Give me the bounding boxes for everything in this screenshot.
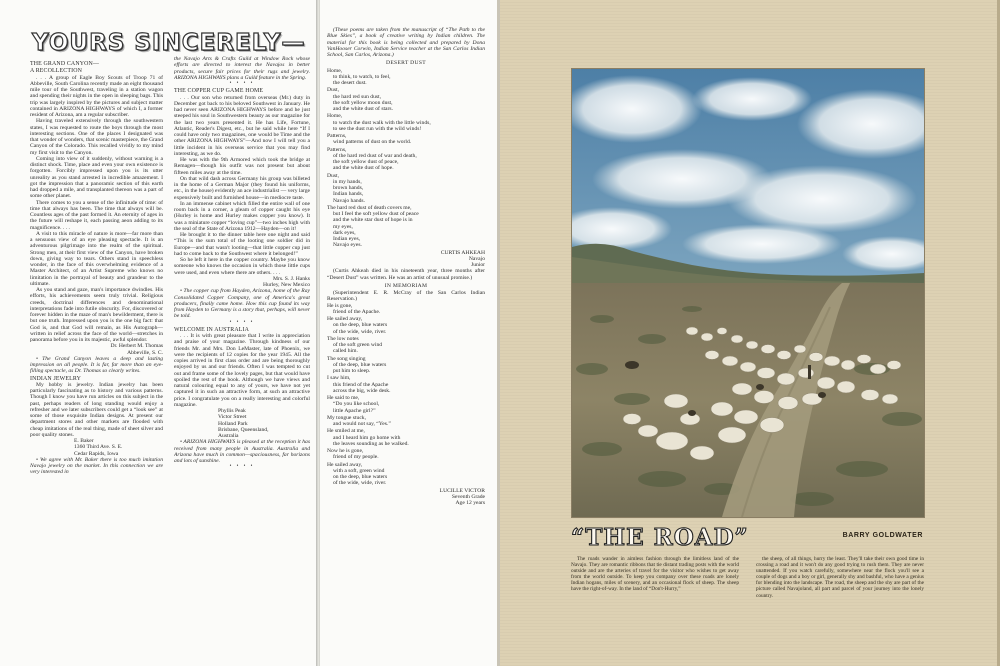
letter-signature-country: Australia <box>218 433 239 439</box>
feature-byline: BARRY GOLDWATER <box>842 532 923 539</box>
letter-heading: WELCOME IN AUSTRALIA <box>174 326 249 333</box>
poem-line: my eyes, <box>333 223 353 230</box>
poem-desert-dust <box>327 68 485 249</box>
letter-signature-address: 1360 Third Ave. S. E. <box>74 444 123 451</box>
poem-line: Indian hands, <box>333 191 364 198</box>
letter-heading: THE COPPER CUP GAME HOME <box>174 88 264 95</box>
poem-line: the soft yellow dust of peace, <box>333 159 399 165</box>
poem-line: wind patterns of dust on the world. <box>333 139 412 146</box>
poem-line: of the hard red dust of war and death, <box>333 152 417 159</box>
poem-dedication: (Superintendent E. R. McCray of the San Carlos Indian Reservation.) <box>327 290 485 303</box>
letter-heading: THE GRAND CANYON— <box>30 61 99 67</box>
poem-line: and I heard him go home with <box>333 434 401 441</box>
poem-line: the desert dust. <box>333 80 367 86</box>
poem-line: friend of the Apache. <box>333 308 381 315</box>
editor-note: • We agree with Mr. Baker there is too much imitation Navajo jewelry on the market. In this connection we are very interested in <box>30 456 163 476</box>
feature-page <box>500 0 1000 666</box>
poem-line: to watch the dust walk with the little winds, <box>333 119 431 126</box>
poem-stanza <box>327 375 485 394</box>
section-divider: • • • • <box>229 319 255 325</box>
poem-line: on the deep, blue waters <box>333 322 388 329</box>
poem-line: on the deep, blue waters <box>333 474 388 480</box>
poem-line: with a soft, green wind <box>333 467 385 474</box>
letter-signature: Dr. Herbert M. Thomas <box>110 343 163 350</box>
poem-line: to think, to watch, to feel, <box>333 73 391 80</box>
letter-heading: INDIAN JEWELRY <box>30 375 82 382</box>
letter-paragraph: As you stand and gaze, man's importance dwindles. His efforts, his achievements seem truly trivial. Religious creeds, doctrinal differences and denominational interpretations fade into futile obscurity. For, discovered or forever hidden in the maze of man's bewilderment, there is but one truth. Impressed upon you is the one big fact: that God is, and that God will remain, as His Autograph—written in relief across the face of the world—stretches in panorama before you in its majestic, awful splendor. <box>30 287 163 343</box>
poem-line: The hard red dust of death covers me, <box>327 204 412 211</box>
poems-intro: (These poems are taken from the manuscript of “The Path to the Blue Skies”, a book of creative writing by Indian children. The material for this book is being collected and prepared by Dona VanHooser Corwin, Indian Service teacher at the San Carlos Indian School, San Carlos, Arizona.) <box>327 27 485 58</box>
poem-line: My tongue stuck, <box>327 414 366 421</box>
poem-line: He is gone, <box>327 302 353 309</box>
poem-line: I saw him, <box>327 375 351 382</box>
letter-signature-location: Cedar Rapids, Iowa <box>74 450 119 457</box>
poem-stanza <box>327 415 485 428</box>
letter-paragraph: He brought it to the dinner table here one night and said “This is the sum total of the looting one soldier did in Europe—and that wasn't looting—that little copper cup just had to come back to the Southwest where it belonged!” <box>174 232 310 257</box>
poem-line: across the big, wide desk. <box>333 387 391 394</box>
poem-line: of the deep, blue waters <box>333 361 387 368</box>
poem-line: Home, <box>327 113 343 120</box>
letters-column-1 <box>30 60 163 664</box>
poem-stanza <box>327 303 485 316</box>
letter-signature: Mrs. S. J. Hanks <box>273 275 310 282</box>
poem-line: Home, <box>327 67 343 74</box>
poem-line: Indian eyes, <box>333 236 361 242</box>
poem-line: and the white dust of stars. <box>333 106 393 112</box>
letter-subheading: A RECOLLECTION <box>30 68 83 75</box>
poet-name: LUCILLE VICTOR <box>439 487 485 494</box>
poem-line: He smiled at me, <box>327 428 365 435</box>
poem-line: He sailed away, <box>327 461 363 468</box>
letter-paragraph: Coming into view of it suddenly, without warning is a distinct shock. Time, place and even your own existence is forgotten. Forcibly impressed upon you is its utter unreality as you stand arrested in incredible amazement. I got the impression that a panoramic section of this earth had dropped a mile, and transplanted thereon was a part of some other planet. <box>30 155 163 200</box>
editor-note: • The Grand Canyon leaves a deep and lasting impression on all people. It is far, far more than an eye-filling spectacle, as Dr. Thomas so clearly writes. <box>30 355 163 375</box>
letter-signature: E. Baker <box>74 438 94 444</box>
poem-line: the soft yellow moon dust, <box>333 99 393 106</box>
poem-line: “Do you like school, <box>333 401 380 408</box>
poem-line: and the white dust of hope. <box>333 165 394 172</box>
poem-line: Now he is gone, <box>327 448 364 454</box>
poem-line: dark eyes, <box>333 229 356 236</box>
poems-column <box>327 27 485 663</box>
poem-line: called him. <box>333 348 358 355</box>
poem-line: Dust, <box>327 87 339 94</box>
letter-paragraph: . . . It is with great pleasure that I write in appreciation and praise of your magazine. Through kindness of our friends Mr. and Mrs. Don LeMaster, late of Phoenix, we were the recipients of 12 copies for the year 1945. All the copies arrived in first class order and are being thoroughly enjoyed by us and our friends. Often I was tempted to cut out and frame some of the lovely pages, but that would have spoiled the rest of the book. Although we have views and natural colouring equal to any of yours, we have not yet captured it in such an attractive form, at such an attractive price. I congratulate you on a really interesting and colorful magazine. <box>174 333 310 408</box>
poem-line: in my hands, <box>333 178 362 185</box>
letter-signature-address: Victor Street <box>218 414 247 421</box>
letter-signature-location: Abbeville, S. C. <box>127 349 163 356</box>
poem-line: Dust, <box>327 172 339 179</box>
letter-paragraph: A visit to this miracle of nature is more—far more than a sensuous view of an eye pleasing spectacle. It is an adventurous pilgrimage into the realm of the spiritual. Strong men, at their first view of the Canyon, have broken down, giving way to tears. Others stand in speechless wonder, in the face of this overwhelming evidence of a Master Architect, of an Artist Supreme who knows no limitation in the portrayal of beauty and grandeur to the ultimate. <box>30 230 163 287</box>
poem-line: of the wide, wide, river. <box>333 480 387 487</box>
poem-line: The song singing <box>327 355 366 362</box>
feature-body-column-1: The roads wander in aimless fashion through the limitless land of the Navajo. They are romantic ribbons that tie distant trading posts with the world outside and are the arteries of travel for the visitor who wishes to get away from the world outside. To keep you company over these roads are lonely Indian hogans, miles of scenery, and an occasional flock of sheep. The sheep have the right-of-way. In the land of “Don't-Hurry,” <box>571 556 739 593</box>
letter-paragraph: There comes to you a sense of the infinitude of time: of time that always has been. The time that always will be. Countless ages of the past formed it. An eternity of ages in the future will reshape it, each passing aeon adding to its magnificence. . . . <box>30 199 163 231</box>
poet-age: Age 12 years <box>455 500 485 506</box>
poet-name: CURTIS AHKEAH <box>440 249 485 256</box>
poem-line: Patterns, <box>327 133 347 139</box>
poem-line: put him to sleep. <box>333 368 371 374</box>
poem-in-memoriam <box>327 303 485 487</box>
poem-line: of the wide, wide, river. <box>333 328 387 335</box>
poem-stanza <box>327 356 485 375</box>
poem-line: little Apache girl?” <box>333 407 376 414</box>
poem-stanza <box>327 173 485 204</box>
feature-body-column-2: the sheep, of all things, hurry the least. They'll take their own good time in crossing a road and it won't do any good trying to rush them. They are never unattended. If you watch carefully, somewhere near the flock you'll see a couple of dogs and a boy or girl, generally shy and bashful, who have a genius for blending into the landscape. The road, the sheep and the shy are part of the picture called Navajoland, all part and parcel of your journey into the lonely country. <box>756 556 924 599</box>
poem-line: He said to me, <box>327 395 360 401</box>
letter-paragraph: My hobby is jewelry. Indian jewelry has been particularly fascinating as to history and various patterns. Though I know you have run articles on this subject in the past, perhaps readers of long standing would enjoy a refresher and we later subscribers could get a “look see” at some of those exquisite Indian designs. At present our department stores and other markets are flooded with cheap imitations of the real thing, made of sheet silver and poor quality stones. <box>30 381 163 438</box>
poem-line: Navajo hands. <box>333 197 366 204</box>
letter-paragraph: He was with the 9th Armored which took the bridge at Remagen—though his outfit was not present but about fifteen miles away at the time. <box>174 157 310 176</box>
letter-paragraph: On that wild dash across Germany his group was billeted in the home of a German Major (they found his uniforms, etc., in the house) evidently an ace industrialist — very large expensively built and furnished house—in mediocre taste. <box>174 175 310 201</box>
poem-line: and would not say, “Yes.” <box>333 421 391 427</box>
letter-signature: Phyllis Peak <box>218 408 246 414</box>
poem-line: but I feel the soft yellow dust of peace <box>333 211 419 217</box>
poem-stanza <box>327 395 485 414</box>
letters-column-2 <box>174 56 310 662</box>
sheep-on-road-photo <box>571 68 925 518</box>
poem-line: brown hands, <box>333 185 364 191</box>
letter-paragraph: . . . Our son who returned from overseas (Mr.) duty in December got back to his beloved Southwest in January. He had never seen ARIZONA HIGHWAYS before and he just steeped his soul in Southwestern beauty as our magazine for the last two years presented it. He has Life, Fortune, Atlantic, Reader's Digest, etc., but he said while here “If I could have only two magazines, one would be Time and the other ARIZONA HIGHWAYS”—And now I will tell you a little incident in his overseas service that you may find interesting, as we do. <box>174 94 310 157</box>
poem-line: to see the dust run with the wild winds! <box>333 125 422 132</box>
editor-note: • The copper cup from Hayden, Arizona, home of the Ray Consolidated Copper Company, one of America's great producers, finally came home. How this cup found its way from Hayden to Germany is a story that, perhaps, will never be told. <box>174 288 310 320</box>
poem-line: Patterns, <box>327 146 347 153</box>
letter-paragraph: In an immense cabinet which filled the entire wall of one room back in a corner, a gleam of copper caught his eye (Hurley is home and Hurley makes copper you know). It was a miniature copper “loving cup”—two inches high with the seal of the State of Arizona 1912—Hayden—on it! <box>174 200 310 232</box>
poem-stanza <box>327 133 485 146</box>
poem-stanza <box>327 336 485 355</box>
poem-line: of the soft green wind <box>333 342 383 348</box>
letter-paragraph: . . . A group of Eagle Boy Scouts of Troop 71 of Abbeville, South Carolina recently made an eight thousand mile tour of the Southwest, traveling in a station wagon and spending their nights in the open in sleeping bags. This trip was largely inspired by the pictures and subject matter contained in ARIZONA HIGHWAYS of which I, a former resident of Arizona, am a regular subscriber. <box>30 74 163 118</box>
editor-note: • ARIZONA HIGHWAYS is pleased at the reception it has received from many people in Australia. Australia and Arizona have much in common—spaciousness, far horizons and lots of sunshine. <box>174 439 310 464</box>
page-gutter <box>316 0 320 666</box>
poem-line: and the white star dust of hope is in <box>333 217 413 224</box>
letter-paragraph: Having traveled extensively through the southwestern states, I was requested to route the boys through the most interesting sections. One of the places I designated was that wonder of wonders, that scenic masterpiece, the Grand Canyon of the Colorado. This recalled vividly to my mind my first visit to the Canyon. <box>30 118 163 156</box>
poem-stanza <box>327 316 485 335</box>
letters-masthead: YOURS SINCERELY— <box>32 30 306 56</box>
poem-stanza <box>327 87 485 112</box>
poem-stanza <box>327 205 485 249</box>
poem-line: The low notes <box>327 335 359 342</box>
poet-note: (Curtis Ahkeah died in his nineteenth year, three months after “Desert Dust” was written. He was an artist of unusual promise.) <box>327 268 485 281</box>
poem-line: Navajo eyes. <box>333 242 362 249</box>
letter-signature-address: Holland Park <box>218 420 248 427</box>
letter-signature-location: Hurley, New Mexico <box>262 282 310 288</box>
poem-stanza <box>327 448 485 461</box>
poem-stanza <box>327 147 485 172</box>
poem-stanza <box>327 462 485 487</box>
poem-line: the leaves sounding as he walked. <box>333 440 409 447</box>
letter-paragraph: So he left it here in the copper country. Maybe you know someone who knows the occasion in which those little cups were used, and even where there are others. . . . <box>174 257 310 276</box>
poem-title: DESERT DUST <box>385 60 426 67</box>
poet-grade: Seventh Grade <box>451 493 485 500</box>
poet-grade: Junior <box>471 262 485 268</box>
poem-line: friend of my people. <box>333 454 379 461</box>
letter-signature-location: Brisbane, Queensland, <box>218 426 269 433</box>
section-divider: • • • • <box>229 464 255 470</box>
poet-tribe: Navajo <box>468 255 485 262</box>
poem-stanza <box>327 428 485 447</box>
feature-title: “THE ROAD” <box>571 524 749 551</box>
poem-title: IN MEMORIAM <box>384 282 428 289</box>
poem-line: He sailed away, <box>327 316 363 322</box>
poem-stanza <box>327 68 485 87</box>
poem-line: the hard red sun dust, <box>333 93 382 100</box>
poem-line: this friend of the Apache <box>333 381 389 388</box>
editor-note-continued: the Navajo Arts & Crafts Guild at Window Rock whose efforts are directed to interest the Navajos in better products, secure fair prices for their rugs and jewelry. ARIZONA HIGHWAYS plans a Guild feature in the Spring. <box>174 56 310 81</box>
section-divider: • • • • <box>229 81 255 86</box>
poem-stanza <box>327 113 485 132</box>
